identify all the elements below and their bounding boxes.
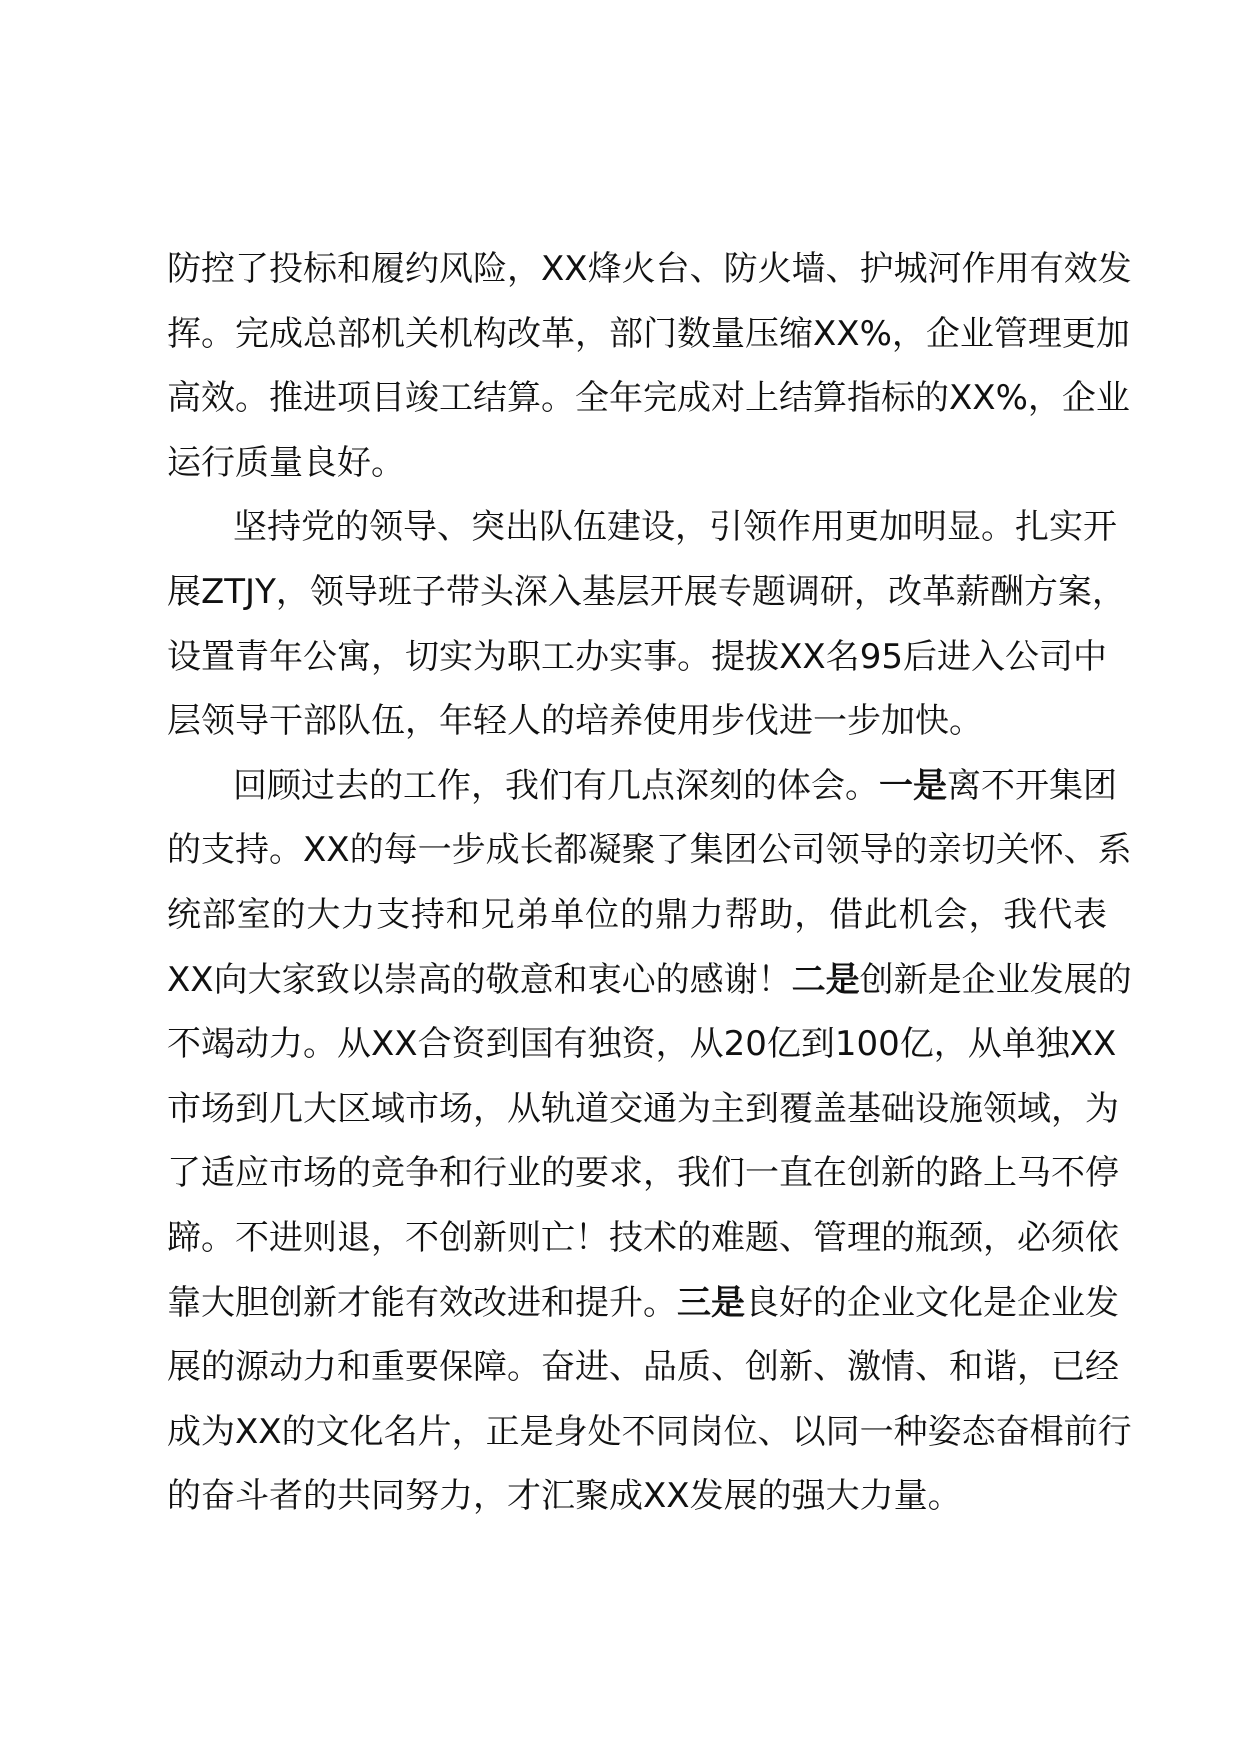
text-segment: 坚持党的领导、突出队伍建设，引领作用更加明显。扎实开 xyxy=(233,507,1117,548)
text-line xyxy=(167,237,1132,302)
text-segment: 了适应市场的竞争和行业的要求，我们一直在创新的路上马不停 xyxy=(167,1153,1119,1194)
text-segment: 回顾过去的工作，我们有几点深刻的体会。 xyxy=(233,765,879,806)
paragraph xyxy=(167,237,1132,495)
text-segment: 设置青年公寓，切实为职工办实事。提拔XX名95后进入公司中 xyxy=(167,636,1107,677)
text-segment: 市场到几大区域市场，从轨道交通为主到覆盖基础设施领域，为 xyxy=(167,1088,1119,1129)
text-segment: 不竭动力。从XX合资到国有独资，从20亿到100亿，从单独XX xyxy=(167,1024,1117,1065)
text-line xyxy=(167,1012,1117,1077)
text-line xyxy=(167,818,1132,883)
text-segment: 展ZTJY，领导班子带头深入基层开展专题调研，改革薪酬方案， xyxy=(167,571,1126,612)
text-segment: XX向大家致以崇高的敬意和衷心的感谢！ xyxy=(167,959,792,1000)
text-line xyxy=(167,431,1107,496)
text-segment: 高效。推进项目竣工结算。全年完成对上结算指标的XX%，企业 xyxy=(167,378,1130,419)
text-segment: 良好的企业文化是企业发 xyxy=(745,1282,1119,1323)
text-line xyxy=(167,1206,1119,1271)
text-line xyxy=(167,625,1107,690)
text-segment: 层领导干部队伍，年轻人的培养使用步伐进一步加快。 xyxy=(167,701,983,742)
text-line xyxy=(167,1464,1107,1529)
paragraph xyxy=(167,754,1132,1529)
text-segment: 运行质量良好。 xyxy=(167,442,405,483)
text-segment: 统部室的大力支持和兄弟单位的鼎力帮助，借此机会，我代表 xyxy=(167,894,1107,935)
emphasis-text: 一是 xyxy=(879,765,947,806)
text-line xyxy=(167,1271,1119,1336)
text-line xyxy=(167,1400,1132,1465)
text-segment: 蹄。不进则退，不创新则亡！技术的难题、管理的瓶颈，必须依 xyxy=(167,1217,1119,1258)
text-segment: 的支持。XX的每一步成长都凝聚了集团公司领导的亲切关怀、系 xyxy=(167,830,1132,871)
text-line xyxy=(167,1335,1119,1400)
text-segment: 的奋斗者的共同努力，才汇聚成XX发展的强大力量。 xyxy=(167,1476,962,1517)
text-line xyxy=(167,883,1107,948)
text-segment: 靠大胆创新才能有效改进和提升。 xyxy=(167,1282,677,1323)
text-segment: 创新是企业发展的 xyxy=(859,959,1132,1000)
text-segment: 成为XX的文化名片，正是身处不同岗位、以同一种姿态奋楫前行 xyxy=(167,1411,1132,1452)
text-segment: 防控了投标和履约风险，XX烽火台、防火墙、护城河作用有效发 xyxy=(167,249,1132,289)
text-line xyxy=(167,948,1132,1013)
paragraph xyxy=(167,495,1126,753)
text-segment: 挥。完成总部机关机构改革，部门数量压缩XX%，企业管理更加 xyxy=(167,313,1130,354)
body-text xyxy=(167,237,1132,1529)
text-line xyxy=(167,302,1130,367)
text-line xyxy=(167,1141,1119,1206)
text-line xyxy=(167,689,1107,754)
text-segment: 展的源动力和重要保障。奋进、品质、创新、激情、和谐，已经 xyxy=(167,1347,1119,1388)
text-line xyxy=(167,1077,1119,1142)
text-line xyxy=(167,754,1117,819)
text-line xyxy=(167,560,1126,625)
text-line xyxy=(167,366,1130,431)
text-line xyxy=(167,495,1117,560)
emphasis-text: 二是 xyxy=(791,959,860,1000)
text-segment: 离不开集团 xyxy=(947,765,1117,806)
emphasis-text: 三是 xyxy=(677,1282,745,1323)
